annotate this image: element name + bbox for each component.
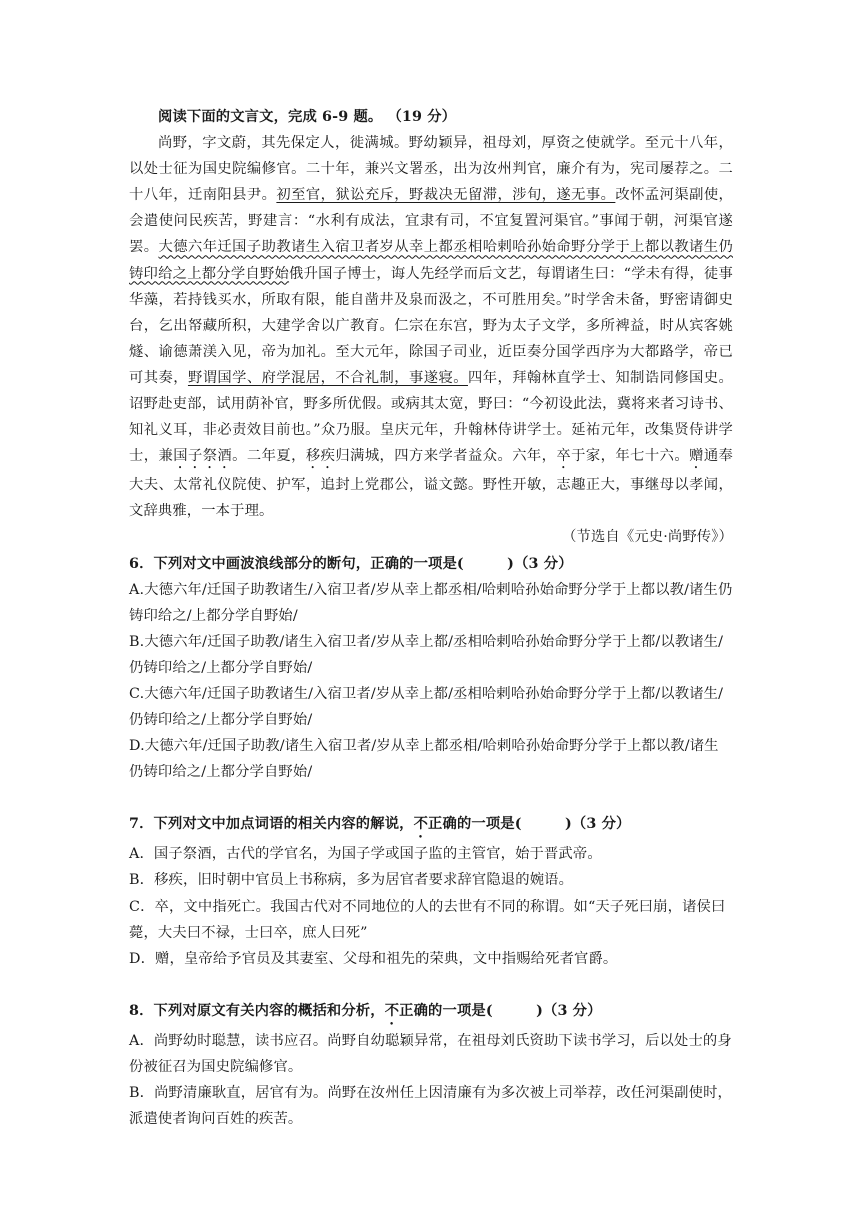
question-7-option-a: A．国子祭酒，古代的学官名，为国子学或国子监的主管官，始于晋武帝。 [129,846,602,863]
question-7-title-part-a: 7．下列对文中加点词语的相关内容的解说， [129,816,414,833]
question-6-title: 6．下列对文中画波浪线部分的断句，正确的一项是( )（3 分） [129,555,573,572]
dotted-term-guozijijiu: 国子祭酒 [173,448,233,465]
question-7-title [129,811,733,841]
passage-text-6: 归满城，四方来学者益众。六年， [335,448,557,465]
underlined-sentence-1: 初至官，狱讼充斥，野裁决无留滞，涉旬，遂无事。 [276,187,616,204]
passage-source: （节选自《元史·尚野传》） [562,529,733,546]
question-7-option-c: C．卒，文中指死亡。我国古代对不同地位的人的去世有不同的称谓。如“天子死曰崩，诸侯曰薨，大夫曰不禄，士曰卒，庶人曰死” [129,898,726,941]
question-7-title-part-b: 正确的一项是( )（3 分） [428,816,631,833]
question-8-option-a: A．尚野幼时聪慧，读书应召。尚野自幼聪颖异常，在祖母刘氏资助下读书学习，后以处士的身份被征召为国史院编修官。 [129,1032,732,1075]
passage-text-5: 。二年夏， [232,448,306,465]
classical-passage [129,130,733,524]
section-heading: 阅读下面的文言文，完成 6-9 题。 （19 分） [158,109,457,125]
passage-text-4: 四年，拜翰林直学士、知制诰同修国史。诏野赴吏部，试用荫补官，野多所优假。或病其太宽，野曰：“今初设此法，冀将来者习诗书、知礼义耳，非必责效目前也。”众乃服。皇庆元年，升翰林侍讲学士。延祐元年，改集贤侍讲学士，兼 [129,369,733,465]
question-8-title-part-b: 正确的一项是( )（3 分） [399,1002,602,1019]
passage-text-3: 俄升国子博士，诲人先经学而后文艺，每谓诸生曰：“学未有得，徒事华藻，若持钱买水，所取有限，能自凿井及泉而汲之，不可胜用矣。”时学舍未备，野密请御史台，乞出帑藏所积，大建学舍以广教育。仁宗在东宫，野为太子文学，多所裨益，时从宾客姚燧、谕德萧渼入见，帝为加礼。至大元年，除国子司业，近臣奏分国学西序为大都路学，帝已可其奏， [129,265,733,386]
question-7-option-d: D．赠，皇帝给予官员及其妻室、父母和祖先的荣典，文中指赐给死者官爵。 [129,950,618,967]
question-8-title-part-a: 8．下列对原文有关内容的概括和分析， [129,1002,385,1019]
dotted-term-zeng: 赠 [689,448,704,465]
question-8-dotted-word: 不 [384,1002,400,1019]
question-8-title [129,998,733,1028]
dotted-term-yiji: 移疾 [305,448,336,465]
wavy-underlined-sentence: 大德六年迁国子助教诸生入宿卫者岁从幸上都丞相哈剌哈孙始命野分学于上都以教诸生仍铸印给之上都分学自野始 [129,239,733,282]
passage-text-8: 通奉大夫、太常礼仪院使、护军，追封上党郡公，谥文懿。野性开敏，志趣正大，事继母以孝闻，文辞典雅，一本于理。 [129,448,733,520]
question-6-option-d: D.大德六年/迁国子助教/诸生入宿卫者/岁从幸上都丞相/哈剌哈孙始命野分学于上都以教/诸生仍铸印给之/上都分学自野始/ [129,738,719,781]
question-6-option-a: A.大德六年/迁国子助教诸生/入宿卫者/岁从幸上都丞相/哈剌哈孙始命野分学于上都以教/诸生仍铸印给之/上都分学自野始/ [129,581,733,624]
spacer [129,785,733,811]
passage-text-7: 于家，年七十六。 [571,448,690,465]
dotted-term-zu: 卒 [556,448,572,465]
passage-text-2: 改怀孟河渠副使，会遣使问民疾苦，野建言：“水利有成法，宜隶有司，不宜复置河渠官。”事闻于朝，河渠官遂罢。 [129,187,734,256]
underlined-sentence-2: 野谓国学、府学混居，不合礼制，事遂寝。 [187,369,468,386]
question-7-dotted-word: 不 [413,816,429,833]
passage-text-1: 尚野，字文蔚，其先保定人，徙满城。野幼颖异，祖母刘，厚资之使就学。至元十八年，以处士征为国史院编修官。二十年，兼兴文署丞，出为汝州判官，廉介有为，宪司屡荐之。二十八年，迁南阳县尹。 [129,135,733,204]
question-7-option-b: B．移疾，旧时朝中官员上书称病，多为居官者要求辞官隐退的婉语。 [129,872,574,889]
exam-page [129,104,733,1132]
question-6-option-c: C.大德六年/迁国子助教诸生/入宿卫者/岁从幸上都/丞相哈剌哈孙始命野分学于上都/以教诸生/仍铸印给之/上都分学自野始/ [129,685,724,729]
question-6-option-b: B.大德六年/迁国子助教/诸生入宿卫者/岁从幸上都/丞相哈剌哈孙始命野分学于上都/以教诸生/仍铸印给之/上都分学自野始/ [129,633,724,676]
spacer [129,972,733,998]
question-8-option-b: B．尚野清廉耿直，居官有为。尚野在汝州任上因清廉有为多次被上司举荐，改任河渠副使时，派遣使者询问百姓的疾苦。 [129,1085,732,1128]
